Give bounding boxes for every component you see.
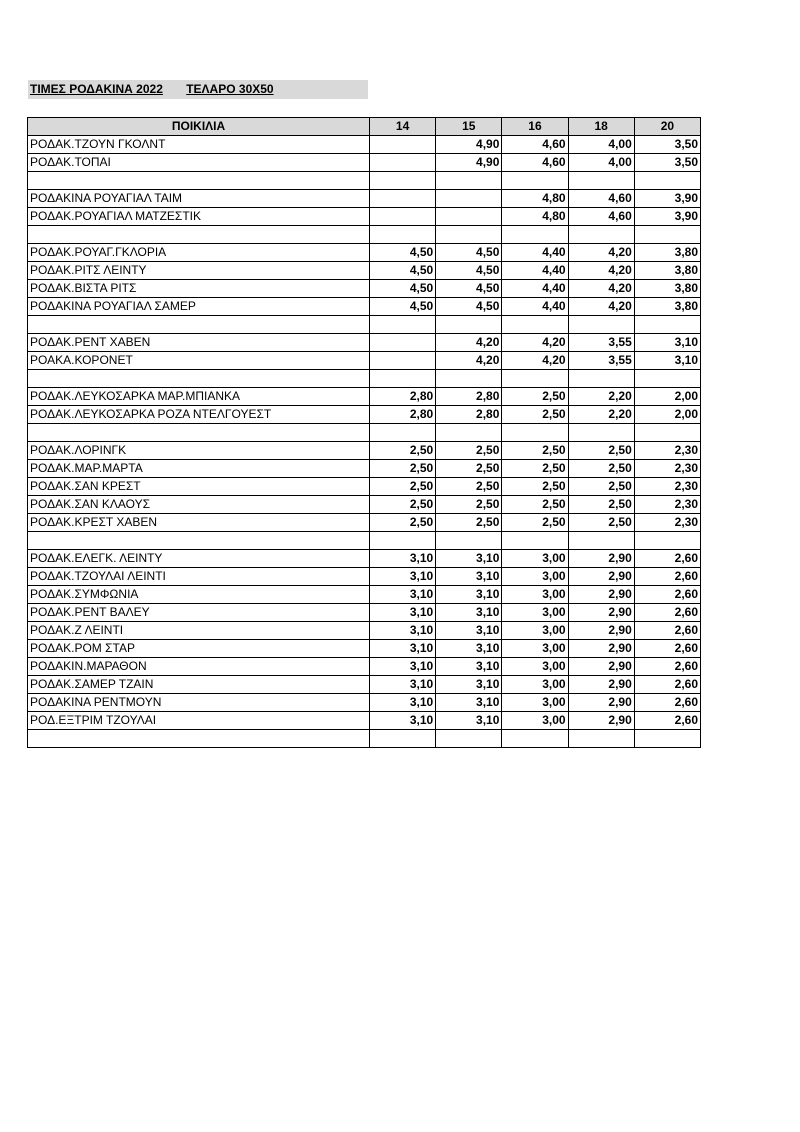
variety-name-cell: ΡΟΔΑΚ.ΣΑΝ ΚΡΕΣΤ [28,478,370,496]
table-row [28,712,701,730]
price-cell: 3,00 [502,712,568,730]
price-cell: 3,80 [634,280,700,298]
price-cell: 2,90 [568,586,634,604]
variety-name-cell: ΡΟΔΑΚ.ΡΟΥΑΓΙΑΛ ΜΑΤΖΕΣΤΙΚ [28,208,370,226]
variety-name-cell: ΡΟΔΑΚ.ΡΕΝΤ ΧΑΒΕΝ [28,334,370,352]
price-cell: 2,60 [634,676,700,694]
table-row [28,352,701,370]
price-cell: 3,55 [568,352,634,370]
price-cell: 2,30 [634,460,700,478]
price-cell: 2,00 [634,406,700,424]
price-cell: 2,50 [568,496,634,514]
table-row [28,586,701,604]
price-cell: 2,50 [502,406,568,424]
price-cell: 2,00 [634,388,700,406]
price-cell [370,154,436,172]
price-cell [370,208,436,226]
price-cell [370,226,436,244]
variety-name-cell: ΡΟΔΑΚ.ΤΟΠΑΙ [28,154,370,172]
price-cell: 2,60 [634,658,700,676]
table-row [28,190,701,208]
table-row [28,388,701,406]
price-cell: 4,50 [370,244,436,262]
price-cell: 2,90 [568,640,634,658]
table-row [28,514,701,532]
price-cell [568,172,634,190]
price-cell: 2,90 [568,604,634,622]
price-cell: 2,90 [568,712,634,730]
price-cell: 2,20 [568,388,634,406]
table-row [28,550,701,568]
price-cell [568,424,634,442]
price-cell: 2,50 [370,460,436,478]
price-cell [436,532,502,550]
variety-name-cell: ΡΟΔΑΚ.ΒΙΣΤΑ ΡΙΤΣ [28,280,370,298]
table-row [28,640,701,658]
price-cell: 3,00 [502,658,568,676]
price-cell: 3,10 [436,676,502,694]
price-cell: 3,50 [634,154,700,172]
price-cell [634,172,700,190]
column-header-size: 14 [370,118,436,136]
price-cell: 3,10 [634,334,700,352]
table-row [28,478,701,496]
document-title: ΤΙΜΕΣ ΡΟΔΑΚΙΝΑ 2022 [30,82,163,96]
table-row [28,280,701,298]
variety-name-cell [28,226,370,244]
price-cell: 4,60 [568,190,634,208]
price-cell: 4,00 [568,136,634,154]
variety-name-cell: ΡΟΔΑΚ.ΣΥΜΦΩΝΙΑ [28,586,370,604]
variety-name-cell: ΡΟΔΑΚ.Ζ ΛΕΙΝΤΙ [28,622,370,640]
price-cell: 3,10 [436,568,502,586]
price-cell: 3,10 [370,568,436,586]
price-cell: 2,50 [568,460,634,478]
price-cell: 3,00 [502,568,568,586]
price-cell: 2,50 [436,460,502,478]
price-cell: 3,10 [370,640,436,658]
variety-name-cell: ΡΟΔΑΚ.ΡΕΝΤ ΒΑΛΕΥ [28,604,370,622]
price-cell: 3,10 [436,694,502,712]
variety-name-cell: ΡΟΔΑΚΙΝΑ ΡΟΥΑΓΙΑΛ ΤΑΙΜ [28,190,370,208]
price-cell: 3,10 [436,604,502,622]
price-cell: 3,10 [436,622,502,640]
price-cell: 2,50 [502,388,568,406]
price-cell: 4,60 [502,136,568,154]
price-cell: 2,50 [370,478,436,496]
price-cell [436,316,502,334]
table-row [28,262,701,280]
price-cell: 2,50 [436,442,502,460]
price-cell [370,172,436,190]
table-row [28,136,701,154]
document-title-bar [28,80,368,99]
variety-name-cell: ΡΟΔ.ΕΞΤΡΙΜ ΤΖΟΥΛΑΙ [28,712,370,730]
price-table-body [28,136,701,748]
price-cell: 4,50 [370,298,436,316]
price-cell: 4,80 [502,208,568,226]
price-cell: 4,50 [436,298,502,316]
price-cell [502,316,568,334]
price-cell: 3,00 [502,640,568,658]
price-cell [502,172,568,190]
table-row [28,496,701,514]
price-cell: 2,60 [634,712,700,730]
price-cell [436,370,502,388]
variety-name-cell [28,532,370,550]
price-cell: 4,50 [370,280,436,298]
price-cell: 3,10 [370,712,436,730]
price-cell: 2,50 [568,442,634,460]
variety-name-cell: ΡΟΑΚΑ.ΚΟΡΟΝΕΤ [28,352,370,370]
price-cell: 4,20 [436,334,502,352]
price-cell: 2,90 [568,550,634,568]
price-cell: 3,10 [436,712,502,730]
variety-name-cell [28,172,370,190]
price-cell: 4,50 [370,262,436,280]
price-cell: 2,90 [568,676,634,694]
price-cell: 2,60 [634,586,700,604]
price-cell [370,334,436,352]
table-row [28,370,701,388]
price-cell: 2,50 [436,514,502,532]
variety-name-cell: ΡΟΔΑΚ.ΛΟΡΙΝΓΚ [28,442,370,460]
price-cell: 3,50 [634,136,700,154]
price-cell: 2,50 [436,496,502,514]
price-cell: 3,90 [634,190,700,208]
price-cell: 4,60 [568,208,634,226]
table-header-row [28,118,701,136]
price-cell: 3,00 [502,550,568,568]
price-cell: 4,20 [568,262,634,280]
price-cell [502,730,568,748]
price-cell: 2,60 [634,622,700,640]
price-cell [502,424,568,442]
price-cell: 3,10 [370,586,436,604]
table-row [28,208,701,226]
table-row [28,676,701,694]
price-cell: 4,60 [502,154,568,172]
table-row [28,244,701,262]
price-cell [568,730,634,748]
price-cell: 4,40 [502,244,568,262]
price-cell: 4,20 [436,352,502,370]
price-cell: 3,00 [502,622,568,640]
price-cell: 3,00 [502,604,568,622]
price-cell: 4,40 [502,280,568,298]
price-cell: 4,90 [436,154,502,172]
price-cell: 2,90 [568,568,634,586]
price-cell: 2,50 [370,496,436,514]
price-cell: 4,50 [436,244,502,262]
table-row [28,226,701,244]
price-cell: 3,00 [502,586,568,604]
price-cell: 2,30 [634,442,700,460]
price-cell: 2,60 [634,568,700,586]
price-cell: 4,20 [568,244,634,262]
price-cell: 2,90 [568,658,634,676]
table-row [28,154,701,172]
price-cell: 2,80 [370,388,436,406]
price-cell [436,226,502,244]
table-row [28,334,701,352]
variety-name-cell: ΡΟΔΑΚΙΝΑ ΡΕΝΤΜΟΥΝ [28,694,370,712]
variety-name-cell: ΡΟΔΑΚ.ΛΕΥΚΟΣΑΡΚΑ ΜΑΡ.ΜΠΙΑΝΚΑ [28,388,370,406]
table-row [28,406,701,424]
price-cell [634,730,700,748]
table-row [28,460,701,478]
price-cell: 3,10 [370,550,436,568]
price-cell: 3,90 [634,208,700,226]
price-cell: 2,60 [634,694,700,712]
price-cell: 3,10 [436,586,502,604]
price-cell: 3,10 [370,658,436,676]
variety-name-cell: ΡΟΔΑΚ.ΡΙΤΣ ΛΕΙΝΤΥ [28,262,370,280]
variety-name-cell: ΡΟΔΑΚ.ΤΖΟΥΝ ΓΚΟΛΝΤ [28,136,370,154]
variety-name-cell [28,730,370,748]
price-cell: 2,30 [634,478,700,496]
price-cell: 3,10 [370,622,436,640]
variety-name-cell [28,316,370,334]
price-cell: 3,10 [436,640,502,658]
price-cell: 2,80 [436,406,502,424]
price-cell: 2,20 [568,406,634,424]
price-cell [634,370,700,388]
price-cell: 2,50 [568,478,634,496]
price-cell [568,226,634,244]
variety-name-cell: ΡΟΔΑΚ.ΕΛΕΓΚ. ΛΕΙΝΤΥ [28,550,370,568]
price-cell [370,316,436,334]
table-row [28,622,701,640]
column-header-size: 18 [568,118,634,136]
price-cell: 3,00 [502,694,568,712]
price-cell [502,370,568,388]
price-cell: 3,80 [634,298,700,316]
price-cell: 4,40 [502,262,568,280]
column-header-size: 15 [436,118,502,136]
price-cell: 2,50 [502,514,568,532]
price-cell [436,172,502,190]
price-cell: 2,50 [370,442,436,460]
price-cell [370,352,436,370]
price-cell [436,424,502,442]
price-cell [502,532,568,550]
price-cell: 3,55 [568,334,634,352]
table-row [28,694,701,712]
price-cell [634,316,700,334]
price-cell: 3,10 [370,676,436,694]
price-cell [436,190,502,208]
table-row [28,316,701,334]
price-cell: 2,50 [436,478,502,496]
column-header-variety: ΠΟΙΚΙΛΙΑ [28,118,370,136]
variety-name-cell: ΡΟΔΑΚ.ΡΟΜ ΣΤΑΡ [28,640,370,658]
price-cell [436,208,502,226]
price-cell: 2,80 [370,406,436,424]
price-cell: 2,50 [502,478,568,496]
price-cell: 3,80 [634,244,700,262]
table-row [28,532,701,550]
price-cell: 2,30 [634,514,700,532]
price-cell: 2,90 [568,694,634,712]
price-cell: 2,80 [436,388,502,406]
price-cell: 3,10 [370,694,436,712]
price-cell: 4,20 [502,334,568,352]
price-cell: 4,20 [502,352,568,370]
price-cell: 2,30 [634,496,700,514]
variety-name-cell: ΡΟΔΑΚΙΝΑ ΡΟΥΑΓΙΑΛ ΣΑΜΕΡ [28,298,370,316]
variety-name-cell: ΡΟΔΑΚ.ΣΑΝ ΚΛΑΟΥΣ [28,496,370,514]
price-cell: 4,90 [436,136,502,154]
price-cell: 2,50 [502,460,568,478]
price-cell: 2,60 [634,604,700,622]
price-cell [568,532,634,550]
price-cell: 3,00 [502,676,568,694]
table-row [28,730,701,748]
price-cell: 4,00 [568,154,634,172]
price-cell [436,730,502,748]
price-cell: 2,60 [634,640,700,658]
price-table [27,117,701,748]
table-row [28,604,701,622]
price-cell [634,532,700,550]
price-cell: 2,50 [568,514,634,532]
table-row [28,568,701,586]
column-header-size: 16 [502,118,568,136]
variety-name-cell: ΡΟΔΑΚ.ΤΖΟΥΛΑΙ ΛΕΙΝΤΙ [28,568,370,586]
table-row [28,172,701,190]
price-cell: 4,40 [502,298,568,316]
table-row [28,658,701,676]
table-row [28,424,701,442]
price-cell: 4,50 [436,280,502,298]
price-cell [568,370,634,388]
price-cell [634,226,700,244]
price-cell: 3,10 [436,658,502,676]
price-cell [370,370,436,388]
price-cell: 4,80 [502,190,568,208]
variety-name-cell [28,424,370,442]
price-cell: 4,20 [568,298,634,316]
price-cell: 2,90 [568,622,634,640]
price-cell [370,532,436,550]
variety-name-cell [28,370,370,388]
price-cell: 3,80 [634,262,700,280]
document-subtitle: ΤΕΛΑΡΟ 30Χ50 [186,82,274,96]
table-row [28,442,701,460]
variety-name-cell: ΡΟΔΑΚ.ΜΑΡ.ΜΑΡΤΑ [28,460,370,478]
price-cell: 2,50 [502,442,568,460]
price-cell [568,316,634,334]
column-header-size: 20 [634,118,700,136]
price-cell [370,136,436,154]
price-cell: 2,50 [502,496,568,514]
table-row [28,298,701,316]
price-cell [634,424,700,442]
price-cell [370,424,436,442]
variety-name-cell: ΡΟΔΑΚ.ΛΕΥΚΟΣΑΡΚΑ ΡΟΖΑ ΝΤΕΛΓΟΥΕΣΤ [28,406,370,424]
price-cell: 3,10 [634,352,700,370]
price-cell: 4,50 [436,262,502,280]
variety-name-cell: ΡΟΔΑΚ.ΣΑΜΕΡ ΤΖΑΙΝ [28,676,370,694]
price-cell: 3,10 [436,550,502,568]
price-cell [502,226,568,244]
price-cell [370,190,436,208]
variety-name-cell: ΡΟΔΑΚ.ΡΟΥΑΓ.ΓΚΛΟΡΙΑ [28,244,370,262]
variety-name-cell: ΡΟΔΑΚΙΝ.ΜΑΡΑΘΟΝ [28,658,370,676]
price-cell: 3,10 [370,604,436,622]
price-cell: 2,60 [634,550,700,568]
price-cell: 2,50 [370,514,436,532]
price-cell [370,730,436,748]
variety-name-cell: ΡΟΔΑΚ.ΚΡΕΣΤ ΧΑΒΕΝ [28,514,370,532]
price-cell: 4,20 [568,280,634,298]
